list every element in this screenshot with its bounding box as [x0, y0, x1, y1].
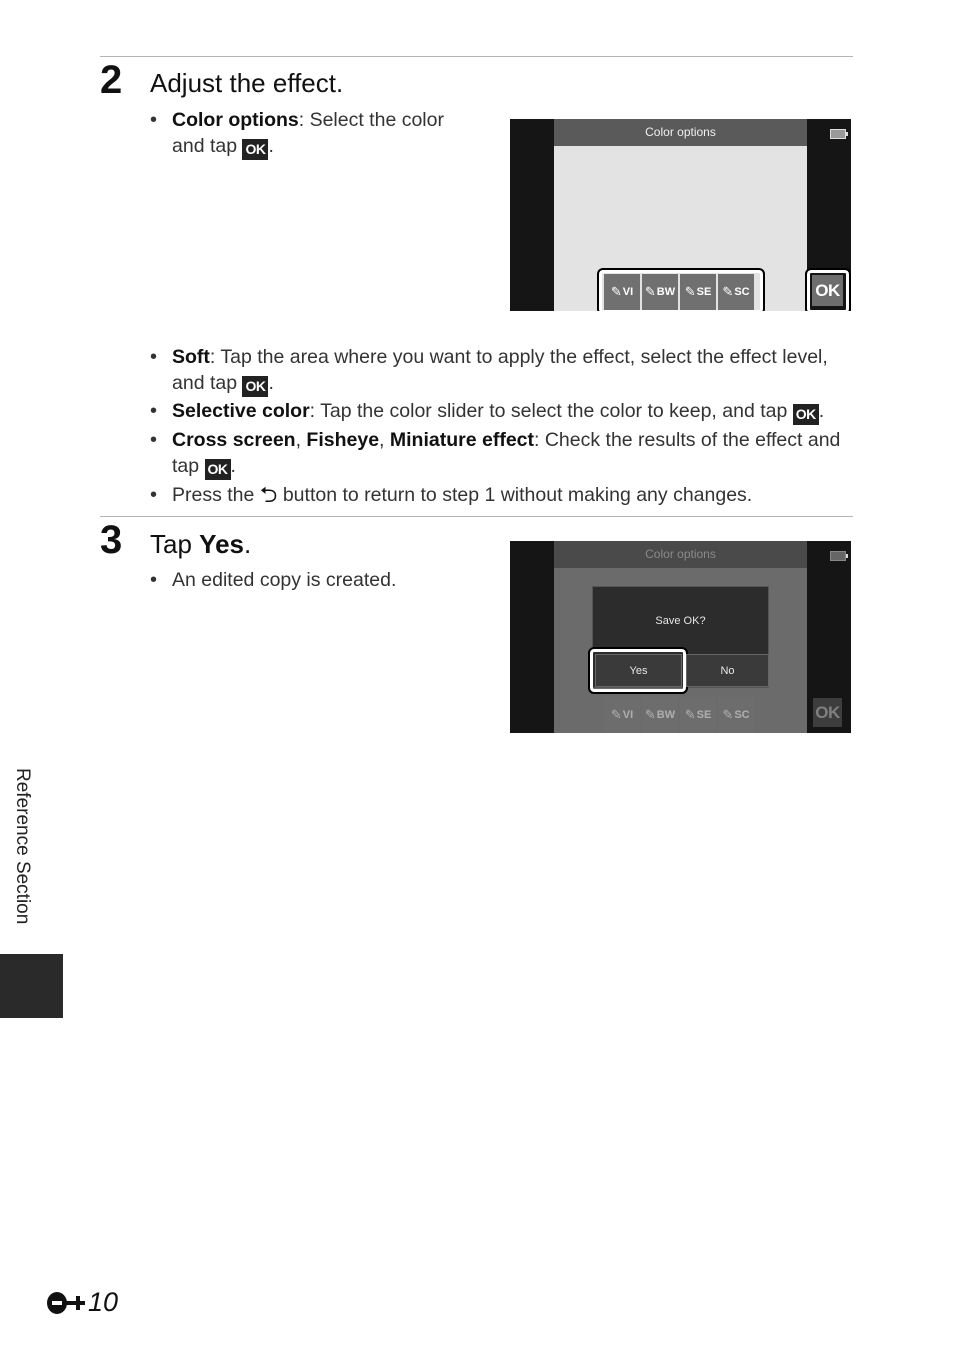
term-soft: Soft — [172, 346, 210, 368]
bullet-dot: • — [150, 346, 158, 368]
black-white-icon[interactable]: ✎ BW — [642, 274, 678, 310]
screen-title: Color options — [554, 119, 807, 146]
ok-button-icon: OK — [205, 459, 231, 480]
title-yes: Yes — [199, 529, 244, 559]
vivid-icon[interactable]: ✎ VI — [604, 274, 640, 310]
bullet-end: . — [818, 400, 825, 422]
bullet-end: . — [230, 455, 236, 477]
term-selective-color: Selective color — [172, 400, 310, 422]
battery-icon — [830, 129, 846, 139]
ok-button-dimmed: OK — [813, 698, 842, 727]
bullet-end: . — [268, 372, 274, 394]
vivid-icon: ✎ VI — [604, 697, 640, 733]
bullet-dot: • — [150, 429, 158, 451]
color-option-icons-dimmed — [604, 697, 756, 733]
color-option-icons — [604, 274, 756, 310]
bullet-soft — [150, 344, 862, 397]
step-3-number: 3 — [100, 518, 123, 562]
step-2-number: 2 — [100, 58, 123, 102]
bullet-text: : Tap the color slider to select the color to keep, and tap — [309, 400, 793, 422]
bullet-text: : Check the results of the effect and tap — [172, 429, 841, 477]
cyanotype-icon: ✎ SC — [718, 697, 754, 733]
bullet-text: An edited copy is created. — [172, 569, 397, 591]
screen-title: Color options — [554, 541, 807, 568]
bullet-text: : Select the color and tap — [172, 109, 444, 157]
step-divider — [100, 516, 853, 517]
term-fisheye: Fisheye — [306, 429, 380, 451]
step-3-title — [150, 529, 251, 559]
section-tab-marker — [0, 954, 63, 1018]
bullet-color-options — [150, 107, 472, 160]
separator: , — [379, 429, 390, 451]
page-number — [46, 1287, 118, 1318]
yes-button[interactable]: Yes — [595, 654, 682, 687]
ok-button-icon: OK — [242, 376, 268, 397]
bullet-selective-color — [150, 398, 862, 425]
bullet-end: . — [268, 135, 274, 157]
step-2-title: Adjust the effect. — [150, 68, 344, 98]
term-cross-screen: Cross screen — [172, 429, 296, 451]
bullet-dot: • — [150, 400, 158, 422]
term-miniature-effect: Miniature effect — [389, 429, 534, 451]
term-color-options: Color options — [172, 109, 299, 131]
dialog-message: Save OK? — [655, 615, 706, 627]
e-section-icon — [46, 1290, 86, 1316]
title-text: Tap — [150, 529, 200, 559]
bullet-text: button to return to step 1 without making any changes. — [277, 484, 753, 506]
camera-screen-save-dialog — [510, 541, 851, 733]
bullet-dot: • — [150, 109, 158, 131]
bullet-press-back — [150, 482, 862, 508]
cyanotype-icon[interactable]: ✎ SC — [718, 274, 754, 310]
sepia-icon[interactable]: ✎ SE — [680, 274, 716, 310]
section-side-label: Reference Section — [12, 768, 33, 925]
battery-icon — [830, 551, 846, 561]
page-number-text: 10 — [88, 1287, 119, 1317]
separator: , — [295, 429, 307, 451]
bullet-dot: • — [150, 484, 158, 506]
bullet-edited-copy — [150, 567, 472, 593]
bullet-dot: • — [150, 569, 158, 591]
top-rule — [100, 56, 853, 57]
bullet-text: Press the — [172, 484, 260, 506]
bullet-cross-screen — [150, 427, 842, 480]
camera-screen-color-options — [510, 119, 851, 311]
ok-button-icon: OK — [793, 404, 819, 425]
black-white-icon: ✎ BW — [642, 697, 678, 733]
ok-button[interactable]: OK — [812, 275, 843, 306]
no-button[interactable]: No — [686, 654, 769, 687]
bullet-text: : Tap the area where you want to apply the effect, select the effect level, and tap — [172, 346, 828, 394]
ok-button-icon: OK — [242, 139, 268, 160]
title-end: . — [243, 529, 252, 559]
sepia-icon: ✎ SE — [680, 697, 716, 733]
back-arrow-icon: ⮌ — [259, 482, 278, 507]
